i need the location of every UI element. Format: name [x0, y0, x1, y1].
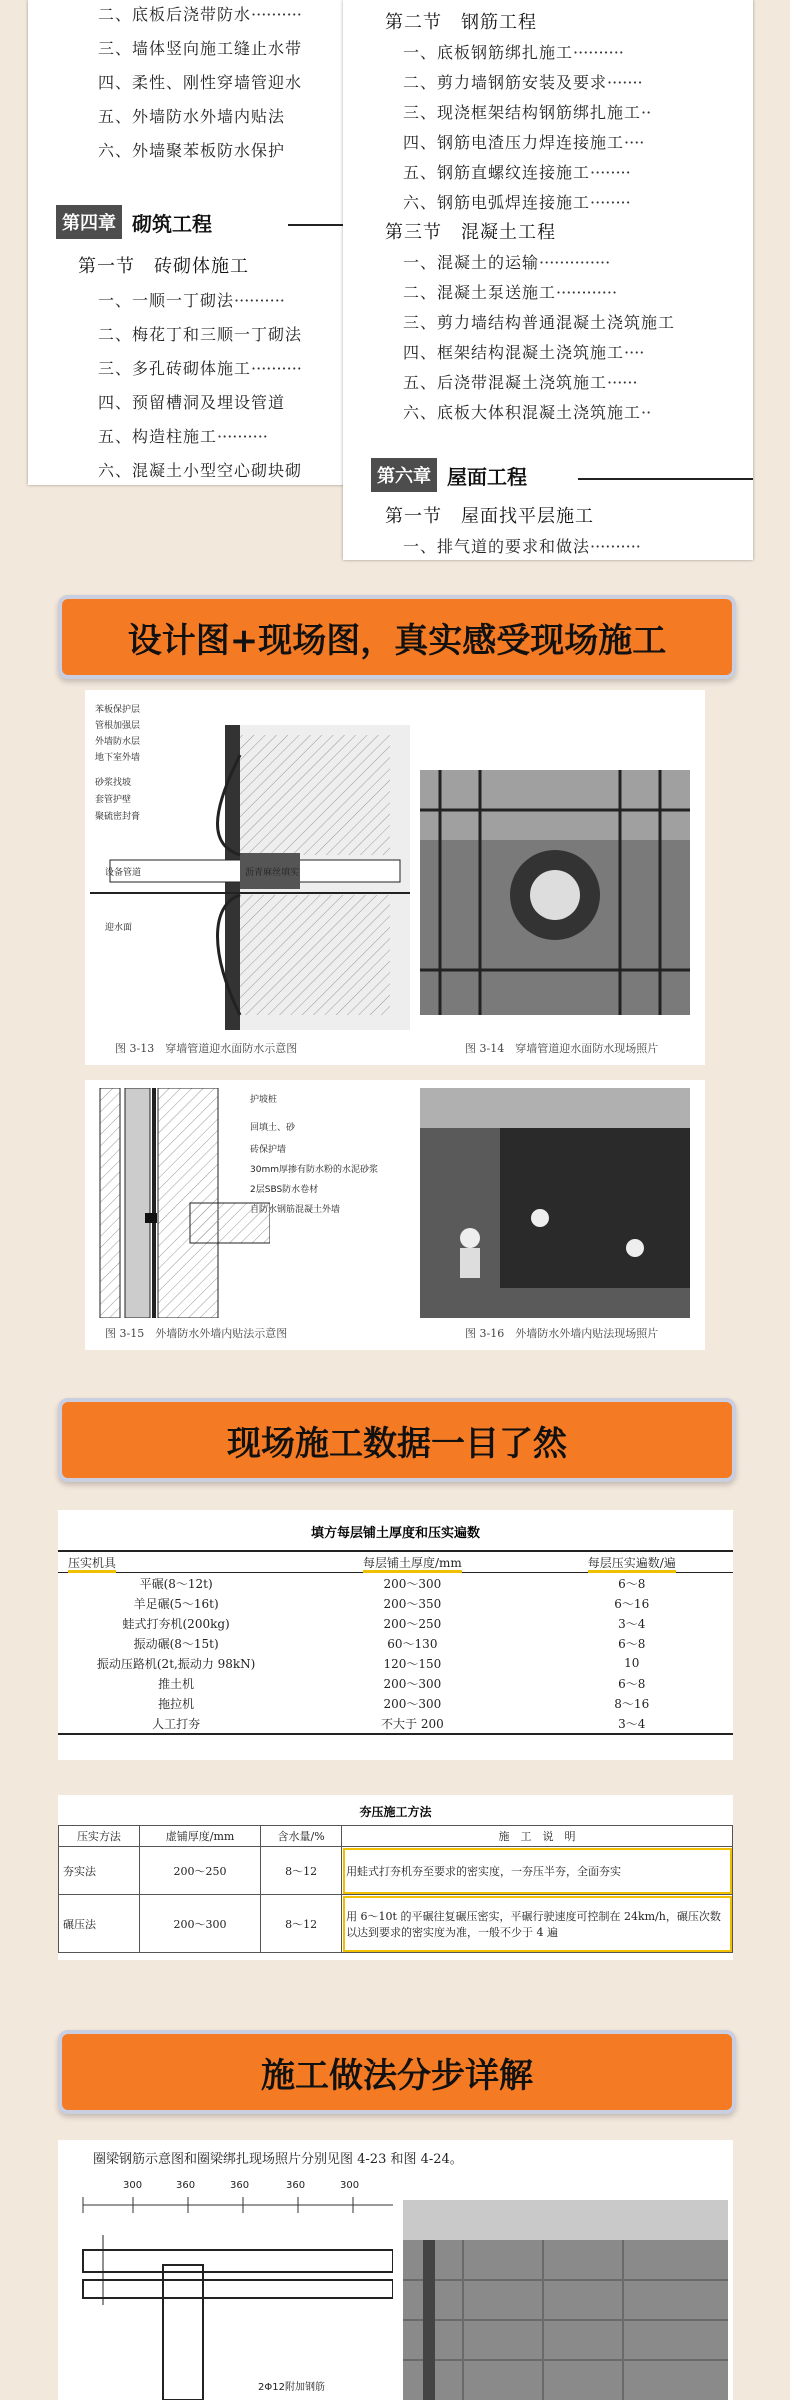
- diagram-label: 砖保护墙: [250, 1145, 287, 1155]
- toc-item: 六、钢筋电弧焊连接施工········: [403, 193, 631, 212]
- table-row: 羊足碾(5～16t) 200～350 6～16: [133, 1596, 650, 1611]
- table-header: 虚铺厚度/mm: [139, 1826, 260, 1847]
- toc-item: 四、预留槽洞及埋设管道: [98, 393, 286, 412]
- table-title: 夯压施工方法: [359, 1805, 432, 1819]
- banner-text: 现场施工数据一目了然: [227, 1423, 567, 1464]
- diagram-label: 护坡桩: [250, 1095, 278, 1105]
- dimension-label: 360: [286, 2180, 306, 2191]
- toc-item: 三、墙体竖向施工缝止水带: [98, 39, 303, 58]
- table-row: 蛙式打夯机(200kg) 200～250 3～4: [122, 1616, 646, 1631]
- tamping-table: [58, 1825, 733, 1953]
- table-panel-tamping: [58, 1795, 733, 1960]
- wall-site-photo: [420, 1088, 690, 1318]
- diagram-label: 套管护壁: [95, 795, 132, 805]
- toc-item: 二、混凝土泵送施工············: [403, 283, 618, 302]
- diagram-label: 回填土、砂: [250, 1123, 296, 1133]
- table-row: 夯实法 200～250 8～12 用蛙式打夯机夯至要求的密实度，一夯压半夯，全面夯实: [59, 1847, 733, 1895]
- figure-caption: 图 3-14 穿墙管道迎水面防水现场照片: [465, 1042, 659, 1055]
- table-row: 振动碾(8～15t) 60～130 6～8: [133, 1636, 646, 1651]
- diagram-label: 沥青麻丝填实: [245, 868, 300, 878]
- toc-item: 四、钢筋电渣压力焊连接施工····: [403, 133, 645, 152]
- toc-item: 二、剪力墙钢筋安装及要求·······: [403, 73, 643, 92]
- toc-item: 六、外墙聚苯板防水保护: [98, 141, 286, 160]
- toc-item: 三、剪力墙结构普通混凝土浇筑施工: [403, 313, 676, 332]
- pipe-site-photo: [420, 770, 690, 1015]
- feature-banner: [58, 2030, 736, 2114]
- dimension-label: 300: [340, 2180, 360, 2191]
- ring-beam-text: 圈梁钢筋示意图和圈梁绑扎现场照片分别见图 4-23 和图 4-24。: [93, 2152, 463, 2167]
- feature-banner: [58, 1398, 736, 1482]
- figure-caption: 图 3-13 穿墙管道迎水面防水示意图: [115, 1042, 298, 1055]
- toc-item: 一、排气道的要求和做法··········: [403, 537, 641, 556]
- toc-page-left: [28, 0, 358, 485]
- dimension-label: 360: [230, 2180, 250, 2191]
- table-row: 振动压路机(2t,振动力 98kN) 120～150 10: [96, 1656, 640, 1671]
- table-header: 每层铺土厚度/mm: [294, 1551, 530, 1573]
- table-header: 压实机具: [58, 1551, 294, 1573]
- table-header: 压实方法: [59, 1826, 140, 1847]
- chapter-heading: [371, 458, 527, 492]
- toc-section: 第二节 钢筋工程: [385, 12, 537, 33]
- chapter-tag: 第六章: [371, 458, 437, 492]
- figure-panel-wall: [85, 1080, 705, 1350]
- table-row: 拖拉机 200～300 8～16: [158, 1696, 650, 1711]
- toc-item: 五、后浇带混凝土浇筑施工······: [403, 373, 638, 392]
- toc-item: 一、底板钢筋绑扎施工··········: [403, 43, 624, 62]
- banner-text: 设计图+现场图，真实感受现场施工: [127, 620, 667, 661]
- banner-text: 施工做法分步详解: [261, 2055, 533, 2096]
- table-panel-compaction: [58, 1510, 733, 1760]
- figure-caption: 图 3-16 外墙防水外墙内贴法现场照片: [465, 1327, 659, 1340]
- toc-item: 五、构造柱施工··········: [98, 427, 268, 446]
- table-header: 施 工 说 明: [342, 1826, 733, 1847]
- figure-panel-pipe: [85, 690, 705, 1065]
- toc-page-right: [343, 0, 753, 560]
- toc-section: 第三节 混凝土工程: [385, 222, 556, 243]
- figure-caption: 图 3-15 外墙防水外墙内贴法示意图: [105, 1327, 288, 1340]
- toc-item: 一、一顺一丁砌法··········: [98, 291, 285, 310]
- toc-section: 第一节 砖砌体施工: [78, 256, 249, 277]
- toc-item: 五、钢筋直螺纹连接施工········: [403, 163, 631, 182]
- chapter-title: 砌筑工程: [132, 211, 212, 236]
- toc-item: 四、框架结构混凝土浇筑施工····: [403, 343, 645, 362]
- rebar-label: 2Φ12附加钢筋: [258, 2382, 325, 2393]
- toc-item: 一、混凝土的运输··············: [403, 253, 611, 272]
- toc-item: 二、梅花丁和三顺一丁砌法: [98, 325, 303, 344]
- ring-beam-photo: [403, 2200, 728, 2400]
- diagram-label: 30mm厚掺有防水粉的水泥砂浆: [250, 1165, 378, 1175]
- wall-waterproof-diagram: [90, 1088, 270, 1318]
- diagram-label: 地下室外墙: [95, 753, 141, 763]
- ring-beam-panel: [58, 2140, 733, 2400]
- table-header: 每层压实遍数/遍: [531, 1551, 734, 1573]
- toc-item: 五、外墙防水外墙内贴法: [98, 107, 286, 126]
- diagram-label: 管根加强层: [95, 721, 141, 731]
- table-row: 人工打夯 不大于 200 3～4: [152, 1716, 646, 1731]
- table-header: 含水量/%: [261, 1826, 342, 1847]
- table-row: 碾压法 200～300 8～12 用 6～10t 的平碾往复碾压密实，平碾行驶速度可控制在 24km/h，碾压次数以达到要求的密实度为准，一般不少于 4 遍: [59, 1895, 733, 1953]
- diagram-label: 2层SBS防水卷材: [250, 1185, 319, 1195]
- chapter-heading: [56, 205, 212, 239]
- diagram-label: 砂浆找坡: [95, 778, 132, 788]
- chapter-title: 屋面工程: [447, 464, 527, 489]
- chapter-rule: [578, 478, 753, 480]
- diagram-label: 设备管道: [105, 868, 142, 878]
- toc-section: 第一节 屋面找平层施工: [385, 506, 594, 527]
- compaction-table: [58, 1550, 733, 1735]
- table-title: 填方每层铺土厚度和压实遍数: [310, 1526, 480, 1541]
- ring-beam-diagram: [63, 2175, 393, 2400]
- chapter-tag: 第四章: [56, 205, 122, 239]
- diagram-label: 自防水钢筋混凝土外墙: [250, 1205, 341, 1215]
- toc-item: 二、底板后浇带防水··········: [98, 5, 302, 24]
- diagram-label: 外墙防水层: [95, 737, 141, 747]
- toc-item: 四、柔性、刚性穿墙管迎水: [98, 73, 303, 92]
- diagram-label: 迎水面: [105, 923, 133, 933]
- toc-item: 三、多孔砖砌体施工··········: [98, 359, 302, 378]
- toc-item: 六、混凝土小型空心砌块砌: [98, 461, 303, 480]
- table-row: 推土机 200～300 6～8: [158, 1676, 646, 1691]
- feature-banner: [58, 595, 736, 679]
- table-row: 平碾(8～12t) 200～300 6～8: [139, 1576, 646, 1591]
- dimension-label: 300: [123, 2180, 143, 2191]
- toc-item: 三、现浇框架结构钢筋绑扎施工··: [403, 103, 652, 122]
- diagram-label: 聚硫密封膏: [95, 812, 141, 822]
- dimension-label: 360: [176, 2180, 196, 2191]
- diagram-label: 苯板保护层: [95, 705, 141, 715]
- toc-item: 六、底板大体积混凝土浇筑施工··: [403, 403, 652, 422]
